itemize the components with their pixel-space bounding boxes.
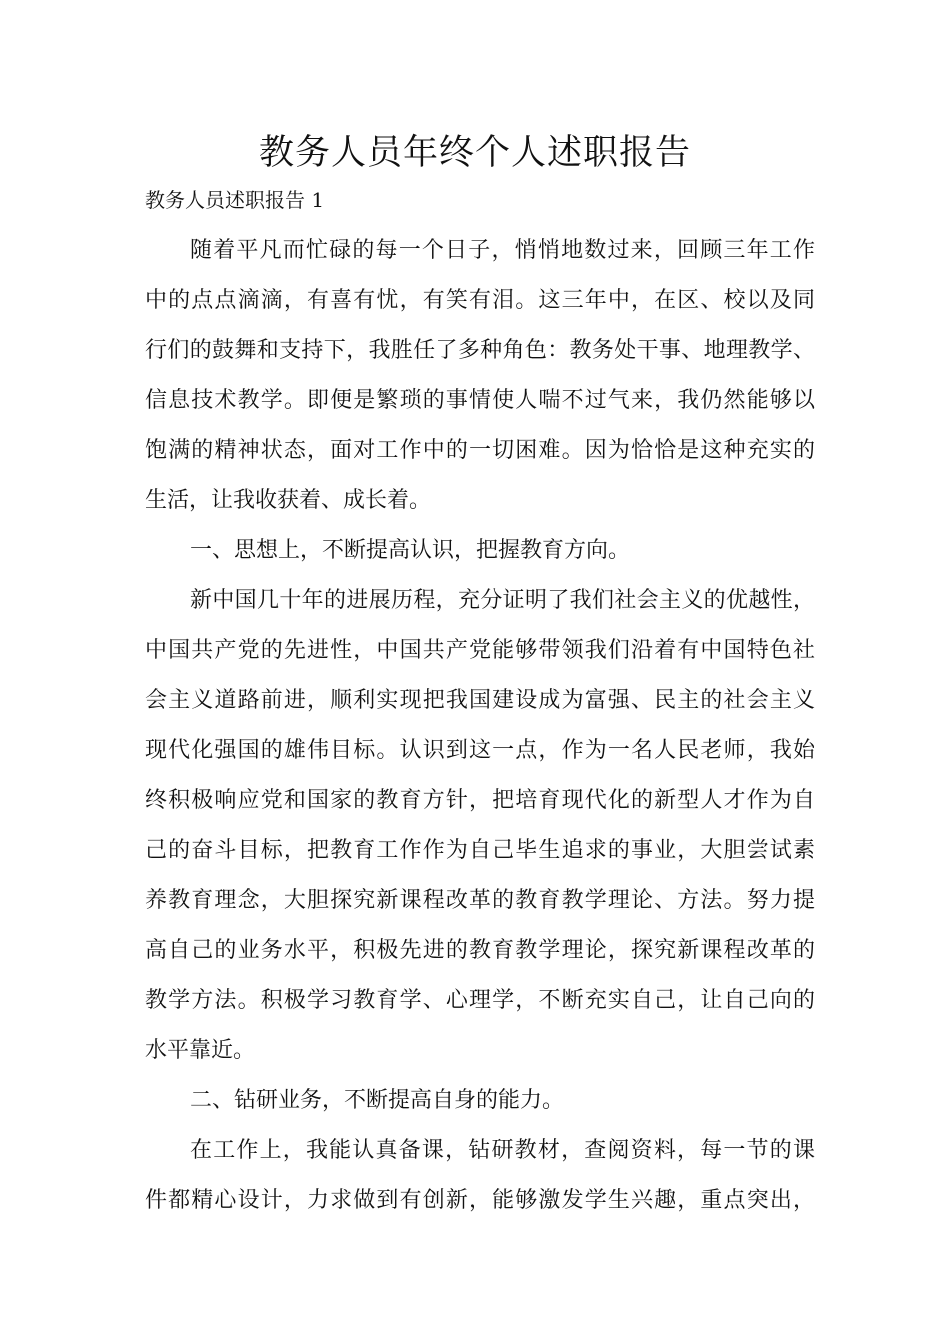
paragraph-line: 养教育理念，大胆探究新课程改革的教育教学理论、方法。努力提 [145,888,815,913]
paragraph-line: 教学方法。积极学习教育学、心理学，不断充实自己，让自己向的 [145,988,815,1013]
paragraph-line: 行们的鼓舞和支持下，我胜任了多种角色：教务处干事、地理教学、 [145,338,815,363]
paragraph-line: 信息技术教学。即便是繁琐的事情使人喘不过气来，我仍然能够以 [145,388,815,413]
paragraph-line: 在工作上，我能认真备课，钻研教材，查阅资料，每一节的课 [190,1138,815,1163]
paragraph-line: 件都精心设计，力求做到有创新，能够激发学生兴趣，重点突出， [145,1188,815,1213]
document-title: 教务人员年终个人述职报告 [258,133,691,173]
paragraph-line: 水平靠近。 [145,1038,256,1063]
paragraph-line: 随着平凡而忙碌的每一个日子，悄悄地数过来，回顾三年工作 [190,238,815,263]
section-heading: 一、思想上，不断提高认识，把握教育方向。 [190,538,631,563]
document-subtitle: 教务人员述职报告 1 [145,188,325,212]
paragraph-line: 己的奋斗目标，把教育工作作为自己毕生追求的事业，大胆尝试素 [145,838,815,863]
paragraph-line: 中国共产党的先进性，中国共产党能够带领我们沿着有中国特色社 [145,638,815,663]
paragraph-line: 高自己的业务水平，积极先进的教育教学理论，探究新课程改革的 [145,938,815,963]
paragraph-line: 会主义道路前进，顺利实现把我国建设成为富强、民主的社会主义 [145,688,815,713]
paragraph-line: 中的点点滴滴，有喜有忧，有笑有泪。这三年中，在区、校以及同 [145,288,815,313]
paragraph-line: 饱满的精神状态，面对工作中的一切困难。因为恰恰是这种充实的 [145,438,815,463]
paragraph-line: 终积极响应党和国家的教育方针，把培育现代化的新型人才作为自 [145,788,815,813]
section-heading: 二、钻研业务，不断提高自身的能力。 [190,1088,565,1113]
paragraph-line: 现代化强国的雄伟目标。认识到这一点，作为一名人民老师，我始 [145,738,815,763]
paragraph-line: 新中国几十年的进展历程，充分证明了我们社会主义的优越性， [190,588,815,613]
paragraph-line: 生活，让我收获着、成长着。 [145,488,432,513]
